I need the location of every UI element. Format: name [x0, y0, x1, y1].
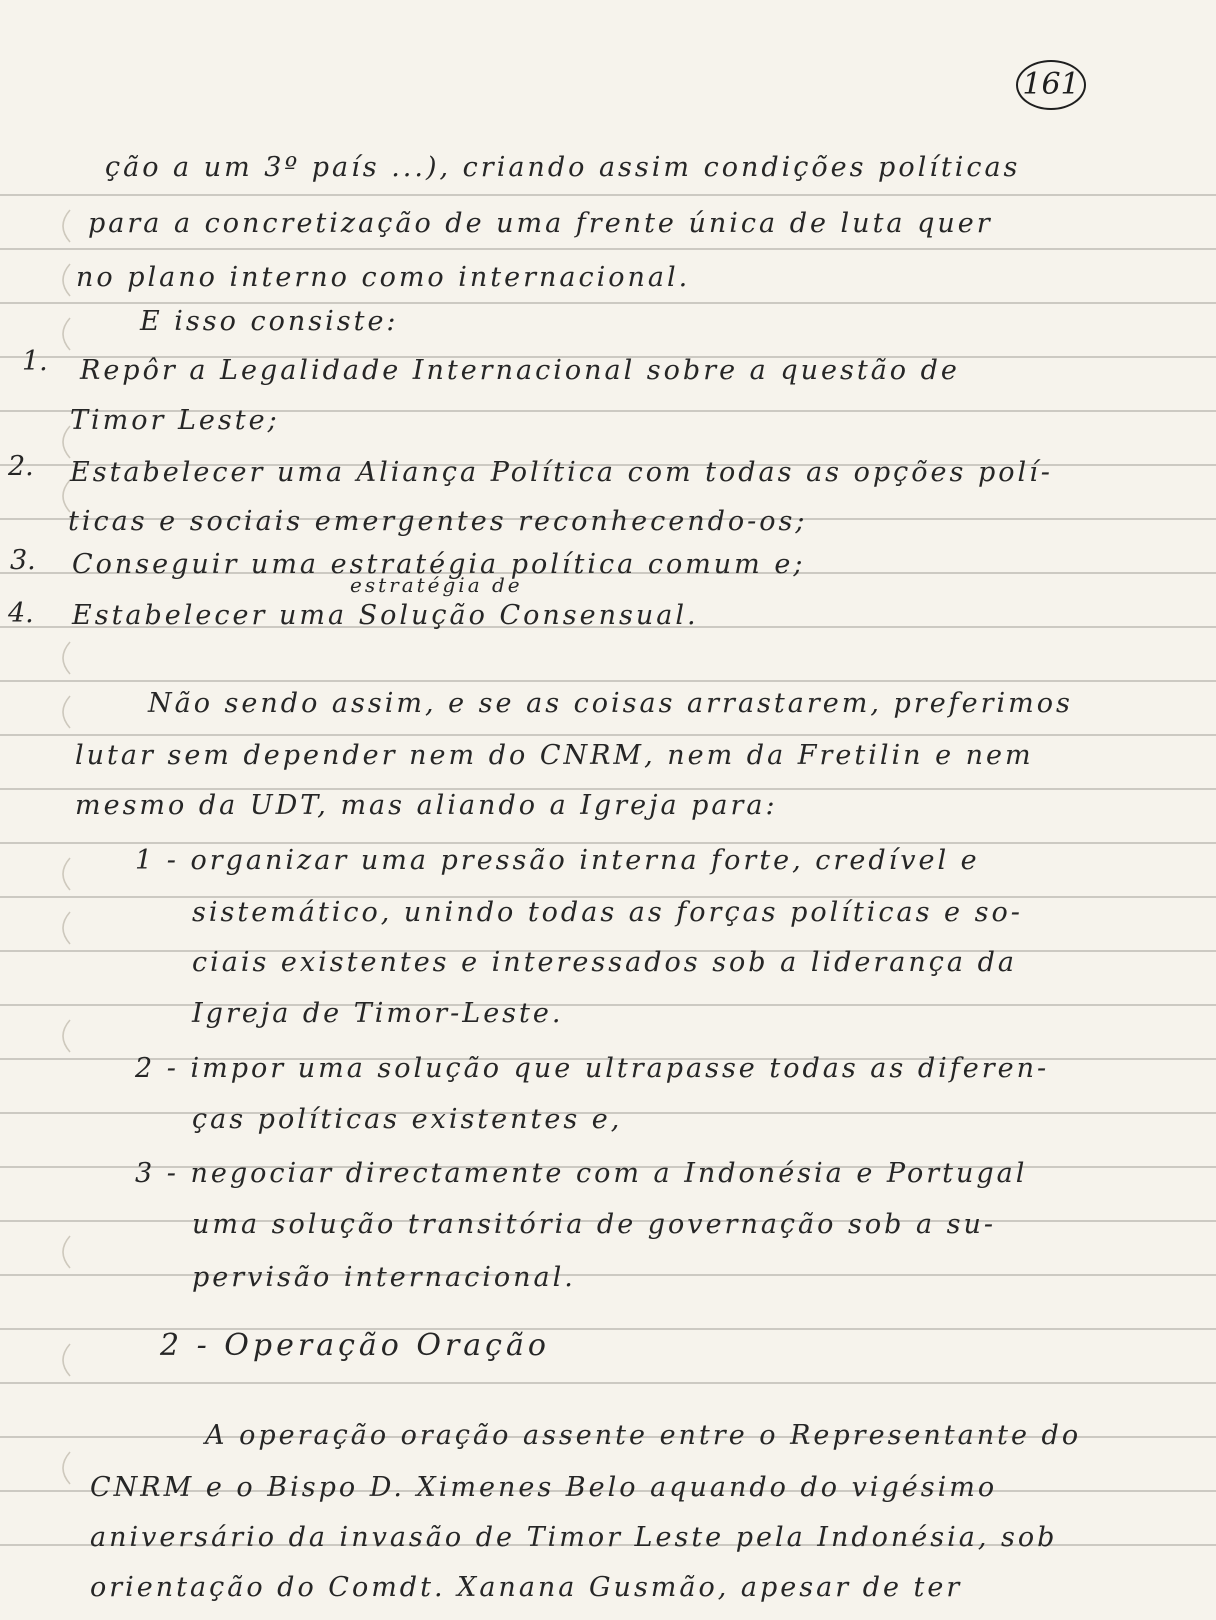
paragraph-1-line-1: ção a um 3º país ...), criando assim condições políticas	[105, 152, 1021, 183]
sub-point-1-line-2: sistemático, unindo todas as forças políticas e so-	[192, 897, 1023, 928]
paragraph-2-line-3: mesmo da UDT, mas aliando a Igreja para:	[75, 790, 778, 821]
point-3-number: 3.	[10, 545, 36, 576]
point-2-line-2: ticas e sociais emergentes reconhecendo-os;	[68, 506, 808, 537]
point-1-line-1: Repôr a Legalidade Internacional sobre a questão de	[80, 355, 960, 386]
intro-line: E isso consiste:	[140, 306, 399, 337]
sub-point-1-line-4: Igreja de Timor-Leste.	[192, 998, 564, 1029]
section-heading: 2 - Operação Oração	[160, 1328, 550, 1363]
point-1-number: 1.	[22, 346, 48, 377]
point-1-line-2: Timor Leste;	[70, 405, 280, 436]
paragraph-1-line-3: no plano interno como internacional.	[76, 262, 691, 293]
point-4-line-1: Estabelecer uma Solução Consensual.	[72, 600, 699, 631]
sub-point-3-line-3: pervisão internacional.	[192, 1262, 576, 1293]
sub-point-2-line-1: 2 - impor uma solução que ultrapasse todas as diferen-	[135, 1053, 1050, 1084]
sub-point-2-line-2: ças políticas existentes e,	[192, 1104, 623, 1135]
paragraph-1-line-2: para a concretização de uma frente única de luta quer	[88, 208, 993, 239]
page-number: 161	[1016, 60, 1086, 110]
sub-point-3-line-1: 3 - negociar directamente com a Indonésia e Portugal	[135, 1158, 1028, 1189]
paragraph-2-line-1: Não sendo assim, e se as coisas arrastarem, preferimos	[148, 688, 1073, 719]
point-3-line-1: Conseguir uma estratégia política comum e;	[72, 549, 806, 580]
paragraph-3-line-4: orientação do Comdt. Xanana Gusmão, apesar de ter	[90, 1572, 963, 1603]
paragraph-3-line-2: CNRM e o Bispo D. Ximenes Belo aquando do vigésimo	[90, 1472, 998, 1503]
point-2-line-1: Estabelecer uma Aliança Política com todas as opções polí-	[70, 457, 1053, 488]
sub-point-1-line-3: ciais existentes e interessados sob a liderança da	[192, 947, 1017, 978]
paragraph-3-line-3: aniversário da invasão de Timor Leste pela Indonésia, sob	[90, 1522, 1058, 1553]
point-4-number: 4.	[8, 598, 34, 629]
sub-point-1-line-1: 1 - organizar uma pressão interna forte, credível e	[135, 845, 980, 876]
point-4-insert: estratégia de	[350, 573, 523, 597]
paragraph-3-line-1: A operação oração assente entre o Representante do	[205, 1420, 1082, 1451]
sub-point-3-line-2: uma solução transitória de governação sob a su-	[192, 1209, 997, 1240]
paragraph-2-line-2: lutar sem depender nem do CNRM, nem da Fretilin e nem	[75, 740, 1034, 771]
point-2-number: 2.	[8, 451, 34, 482]
